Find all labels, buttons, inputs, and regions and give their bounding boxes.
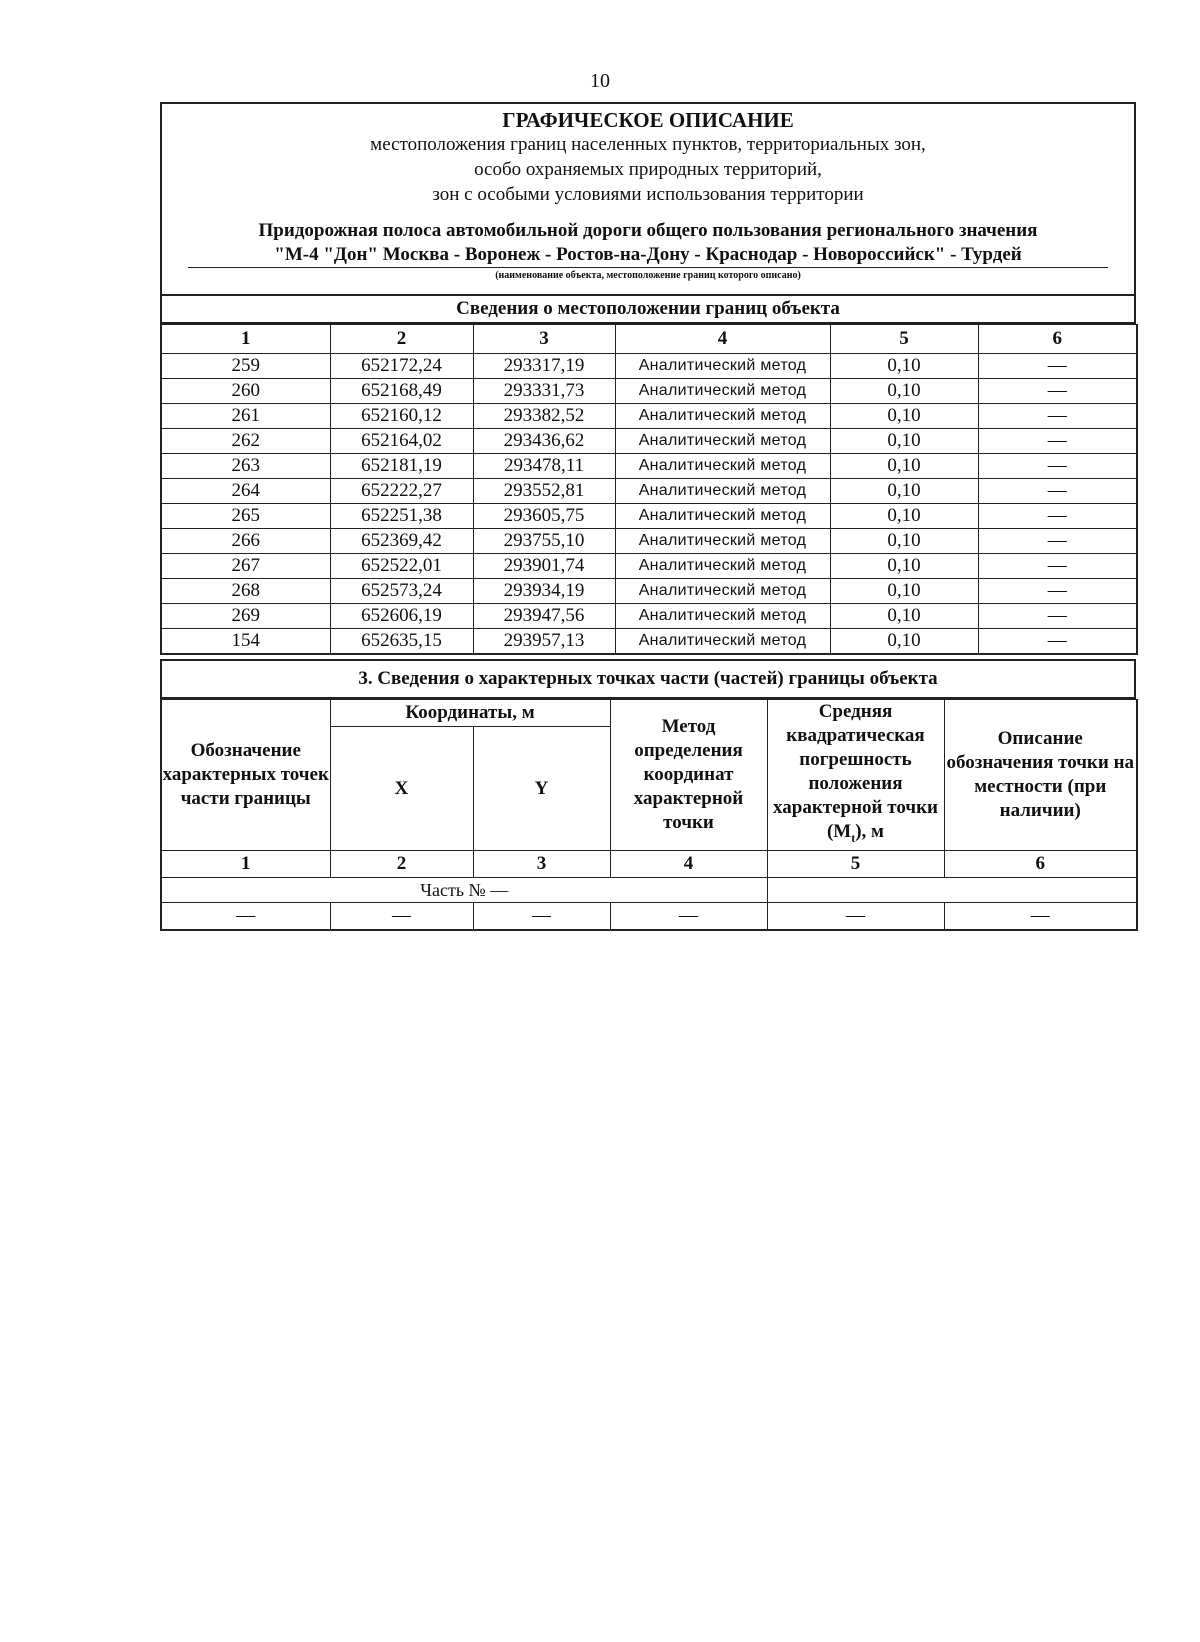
- x-coordinate-cell: 652164,02: [330, 429, 473, 454]
- error-cell: 0,10: [830, 404, 978, 429]
- object-name-note: (наименование объекта, местоположение границ которого описано): [495, 270, 801, 281]
- document-frame: [160, 102, 1136, 931]
- method-cell: Аналитический метод: [615, 429, 830, 454]
- table-row: [161, 379, 1137, 404]
- column-number: 6: [944, 851, 1137, 878]
- table-row: [161, 354, 1137, 379]
- description-cell: —: [978, 629, 1137, 655]
- column-number: 4: [610, 851, 767, 878]
- x-coordinate-cell: 652172,24: [330, 354, 473, 379]
- point-number-cell: 266: [161, 529, 330, 554]
- description-cell: —: [978, 479, 1137, 504]
- y-coordinate-cell: 293605,75: [473, 504, 615, 529]
- x-coordinate-cell: 652160,12: [330, 404, 473, 429]
- error-cell: 0,10: [830, 454, 978, 479]
- point-number-cell: 261: [161, 404, 330, 429]
- table-row: [161, 529, 1137, 554]
- empty-cell: —: [767, 903, 944, 931]
- error-cell: 0,10: [830, 504, 978, 529]
- description-header: Описание обозначения точки на местности (при наличии): [944, 700, 1137, 851]
- error-cell: 0,10: [830, 429, 978, 454]
- description-cell: —: [978, 454, 1137, 479]
- y-coordinate-cell: 293317,19: [473, 354, 615, 379]
- location-section-title: Сведения о местоположении границ объекта: [160, 294, 1136, 324]
- empty-cell: —: [944, 903, 1137, 931]
- column-number: 6: [978, 325, 1137, 354]
- y-coordinate-cell: 293436,62: [473, 429, 615, 454]
- empty-cell: —: [161, 903, 330, 931]
- point-number-cell: 259: [161, 354, 330, 379]
- description-cell: —: [978, 604, 1137, 629]
- point-number-cell: 267: [161, 554, 330, 579]
- table-row: [161, 504, 1137, 529]
- y-coordinate-cell: 293957,13: [473, 629, 615, 655]
- y-coordinate-cell: 293755,10: [473, 529, 615, 554]
- y-header: Y: [473, 727, 610, 851]
- column-number: 1: [161, 851, 330, 878]
- y-coordinate-cell: 293552,81: [473, 479, 615, 504]
- method-cell: Аналитический метод: [615, 529, 830, 554]
- subtitle-line-3: зон с особыми условиями использования территории: [432, 184, 864, 205]
- parts-table-header-row: [161, 700, 1137, 727]
- point-number-cell: 264: [161, 479, 330, 504]
- error-header-unit: ), м: [855, 821, 885, 843]
- x-coordinate-cell: 652251,38: [330, 504, 473, 529]
- error-cell: 0,10: [830, 479, 978, 504]
- description-cell: —: [978, 354, 1137, 379]
- method-cell: Аналитический метод: [615, 379, 830, 404]
- subtitle-line-1: местоположения границ населенных пунктов, территориальных зон,: [370, 134, 926, 155]
- empty-cell: —: [473, 903, 610, 931]
- empty-cell: —: [610, 903, 767, 931]
- description-cell: —: [978, 529, 1137, 554]
- column-number: 2: [330, 325, 473, 354]
- column-number: 3: [473, 325, 615, 354]
- column-number: 2: [330, 851, 473, 878]
- y-coordinate-cell: 293331,73: [473, 379, 615, 404]
- coordinates-header: Координаты, м: [330, 700, 610, 727]
- x-coordinate-cell: 652606,19: [330, 604, 473, 629]
- location-table: [160, 324, 1138, 655]
- column-number: 5: [767, 851, 944, 878]
- x-coordinate-cell: 652181,19: [330, 454, 473, 479]
- designation-header: Обозначение характерных точек части границы: [161, 700, 330, 851]
- column-number: 1: [161, 325, 330, 354]
- method-cell: Аналитический метод: [615, 479, 830, 504]
- x-coordinate-cell: 652168,49: [330, 379, 473, 404]
- parts-section-title: 3. Сведения о характерных точках части (частей) границы объекта: [160, 659, 1136, 699]
- document-header: [160, 102, 1136, 294]
- x-coordinate-cell: 652522,01: [330, 554, 473, 579]
- x-coordinate-cell: 652573,24: [330, 579, 473, 604]
- description-cell: —: [978, 504, 1137, 529]
- table-row: [161, 629, 1137, 655]
- part-label-row: [161, 878, 1137, 903]
- error-header: [767, 700, 944, 851]
- point-number-cell: 263: [161, 454, 330, 479]
- x-coordinate-cell: 652635,15: [330, 629, 473, 655]
- error-cell: 0,10: [830, 529, 978, 554]
- error-header-subscript: t: [851, 830, 856, 845]
- error-cell: 0,10: [830, 604, 978, 629]
- table-row: [161, 454, 1137, 479]
- page-number: 10: [590, 70, 610, 92]
- object-name-line-2: "М-4 "Дон" Москва - Воронеж - Ростов-на-Дону - Краснодар - Новороссийск" - Турдей: [188, 243, 1108, 268]
- method-cell: Аналитический метод: [615, 454, 830, 479]
- x-coordinate-cell: 652369,42: [330, 529, 473, 554]
- error-cell: 0,10: [830, 629, 978, 655]
- part-label-empty: [767, 878, 1137, 903]
- column-number: 3: [473, 851, 610, 878]
- table-row: [161, 554, 1137, 579]
- point-number-cell: 262: [161, 429, 330, 454]
- method-cell: Аналитический метод: [615, 354, 830, 379]
- error-cell: 0,10: [830, 579, 978, 604]
- point-number-cell: 260: [161, 379, 330, 404]
- x-coordinate-cell: 652222,27: [330, 479, 473, 504]
- y-coordinate-cell: 293947,56: [473, 604, 615, 629]
- table-row: [161, 429, 1137, 454]
- table-row: [161, 479, 1137, 504]
- point-number-cell: 269: [161, 604, 330, 629]
- parts-table: [160, 699, 1138, 931]
- y-coordinate-cell: 293478,11: [473, 454, 615, 479]
- method-header: Метод определения координат характерной точки: [610, 700, 767, 851]
- description-cell: —: [978, 579, 1137, 604]
- parts-table-empty-row: [161, 903, 1137, 931]
- error-cell: 0,10: [830, 554, 978, 579]
- method-cell: Аналитический метод: [615, 629, 830, 655]
- column-number: 4: [615, 325, 830, 354]
- y-coordinate-cell: 293934,19: [473, 579, 615, 604]
- location-table-header-row: [161, 325, 1137, 354]
- description-cell: —: [978, 404, 1137, 429]
- description-cell: —: [978, 554, 1137, 579]
- point-number-cell: 154: [161, 629, 330, 655]
- y-coordinate-cell: 293382,52: [473, 404, 615, 429]
- document-title: ГРАФИЧЕСКОЕ ОПИСАНИЕ: [502, 108, 794, 132]
- point-number-cell: 265: [161, 504, 330, 529]
- method-cell: Аналитический метод: [615, 504, 830, 529]
- point-number-cell: 268: [161, 579, 330, 604]
- parts-table-number-row: [161, 851, 1137, 878]
- column-number: 5: [830, 325, 978, 354]
- error-header-text: Средняя квадратическая погрешность положения характерной точки (M: [773, 701, 938, 843]
- error-cell: 0,10: [830, 354, 978, 379]
- object-name-line-1: Придорожная полоса автомобильной дороги общего пользования регионального значения: [258, 220, 1038, 241]
- method-cell: Аналитический метод: [615, 554, 830, 579]
- method-cell: Аналитический метод: [615, 404, 830, 429]
- table-row: [161, 604, 1137, 629]
- method-cell: Аналитический метод: [615, 604, 830, 629]
- location-table-body: [161, 325, 1137, 655]
- table-row: [161, 404, 1137, 429]
- y-coordinate-cell: 293901,74: [473, 554, 615, 579]
- error-cell: 0,10: [830, 379, 978, 404]
- x-header: X: [330, 727, 473, 851]
- part-label: Часть № —: [161, 878, 767, 903]
- description-cell: —: [978, 379, 1137, 404]
- description-cell: —: [978, 429, 1137, 454]
- empty-cell: —: [330, 903, 473, 931]
- subtitle-line-2: особо охраняемых природных территорий,: [474, 159, 822, 180]
- table-row: [161, 579, 1137, 604]
- method-cell: Аналитический метод: [615, 579, 830, 604]
